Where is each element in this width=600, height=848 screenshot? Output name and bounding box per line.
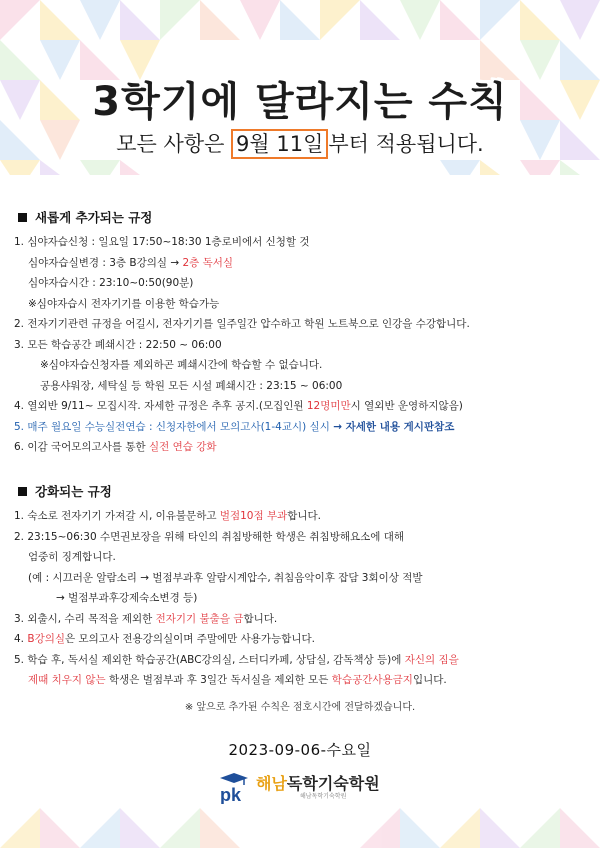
rule-text: 5. 매주 월요일 수능실전연습 : 신청자한에서 모의고사(1-4교시) 실시 <box>14 420 334 433</box>
rule-line: (예 : 시끄러운 알람소리 → 벌점부과후 알람시계압수, 취침음악이후 잡담 3회이상 적발 <box>28 571 423 584</box>
rule-highlight: → 자세한 내용 게시판참조 <box>333 420 455 433</box>
rule-line: ※심야자습시 전자기기를 이용한 학습가능 <box>28 297 220 310</box>
rule-line: ※심야자습신청자를 제외하곤 폐쇄시간에 학습할 수 없습니다. <box>40 359 323 371</box>
page-subtitle <box>0 128 600 159</box>
rule-line <box>14 629 594 650</box>
rule-line: 3. 모든 학습공간 폐쇄시간 : 22:50 ~ 06:00 <box>14 338 222 351</box>
rule-text: 심야자습실변경 : 3층 B강의실 → <box>28 256 183 269</box>
rule-highlight: 제때 치우지 않는 <box>28 674 106 686</box>
rule-highlight: 2층 독서실 <box>182 256 234 269</box>
subtitle-suffix: 부터 적용됩니다. <box>328 132 484 156</box>
rule-line <box>14 670 594 691</box>
subtitle-prefix: 모든 사항은 <box>116 132 232 156</box>
square-bullet-icon <box>18 213 27 222</box>
rule-text: 은 모의고사 전용강의실이며 주말에만 사용가능합니다. <box>65 633 315 645</box>
section-heading <box>14 482 594 500</box>
rule-line: 1. 심야자습신청 : 일요일 17:50~18:30 1층로비에서 신청할 것 <box>14 236 310 248</box>
document-date: 2023-09-06-수요일 <box>228 741 372 759</box>
rule-line: → 벌점부과후강제숙소변경 등) <box>56 592 198 604</box>
rule-line <box>14 253 594 274</box>
rule-line <box>14 417 594 438</box>
rule-line <box>14 437 594 458</box>
rule-text: 시 열외반 운영하지않음) <box>350 400 463 412</box>
academy-name-accent: 해남 <box>256 774 287 793</box>
rule-text: 1. 숙소로 전자기기 가져갈 시, 이유불문하고 <box>14 510 220 522</box>
rule-line: 2. 전자기기관련 규정을 어길시, 전자기기를 일주일간 압수하고 학원 노트북으로 인강을 수강합니다. <box>14 318 470 330</box>
rule-line <box>14 609 594 630</box>
footer-note: ※ 앞으로 추가된 수칙은 점호시간에 전달하겠습니다. <box>184 702 416 713</box>
rule-highlight: B강의실 <box>27 633 65 645</box>
academy-name <box>256 775 380 793</box>
rule-text: 학생은 벌점부과 후 3일간 독서실을 제외한 모든 <box>105 674 332 686</box>
rule-highlight: 벌점10점 부과 <box>219 510 288 522</box>
logo-mark-text: pk <box>220 785 242 804</box>
rule-line <box>14 506 594 527</box>
section-heading-text: 새롭게 추가되는 규정 <box>35 210 153 225</box>
square-bullet-icon <box>18 487 27 496</box>
rule-line: 엄중히 징계합니다. <box>28 551 116 563</box>
section-heading-text: 강화되는 규정 <box>35 484 112 499</box>
rule-text: 4. <box>14 633 28 645</box>
rule-text: 입니다. <box>412 674 447 686</box>
rule-text: 합니다. <box>287 510 322 522</box>
strengthened-rules-section <box>14 482 594 691</box>
academy-name-small: 해남독학기숙학원 <box>300 793 347 800</box>
rule-text: 합니다. <box>243 612 278 625</box>
rule-highlight: 실전 연습 강화 <box>148 441 217 453</box>
rule-line: 공용샤워장, 세탁실 등 학원 모든 시설 폐쇄시간 : 23:15 ~ 06:00 <box>40 379 343 392</box>
rule-highlight: 학습공간사용금지 <box>331 674 413 686</box>
rule-line <box>14 650 594 671</box>
rule-line: 심야자습시간 : 23:10~0:50(90분) <box>28 277 194 289</box>
rule-highlight: 자신의 짐을 <box>404 653 459 666</box>
footer-triangle-pattern <box>0 800 600 848</box>
new-rules-section <box>14 208 594 458</box>
rule-text: 6. 이감 국어모의고사를 통한 <box>14 441 149 453</box>
rule-highlight: 12명미만 <box>306 400 351 412</box>
academy-name-rest: 독학기숙학원 <box>286 774 380 793</box>
rule-line: 2. 23:15~06:30 수면권보장을 위해 타인의 취침방해한 학생은 취침방해요소에 대해 <box>14 530 405 543</box>
rule-text: 5. 학습 후, 독서실 제외한 학습공간(ABC강의실, 스터디카페, 상담실, 감독책상 등)에 <box>14 653 405 666</box>
academy-logo-text <box>256 775 380 801</box>
effective-date-highlight: 9월 11일 <box>231 129 328 159</box>
rule-text: 4. 열외반 9/11~ 모집시작. 자세한 규정은 추후 공지.(모집인원 <box>14 400 307 412</box>
rule-line <box>14 396 594 417</box>
rule-text: 3. 외출시, 수리 목적을 제외한 <box>14 612 156 625</box>
rule-highlight: 전자기기 불출을 금 <box>155 612 244 625</box>
section-heading <box>14 208 594 226</box>
page-title: 3학기에 달라지는 수칙 <box>92 79 508 125</box>
